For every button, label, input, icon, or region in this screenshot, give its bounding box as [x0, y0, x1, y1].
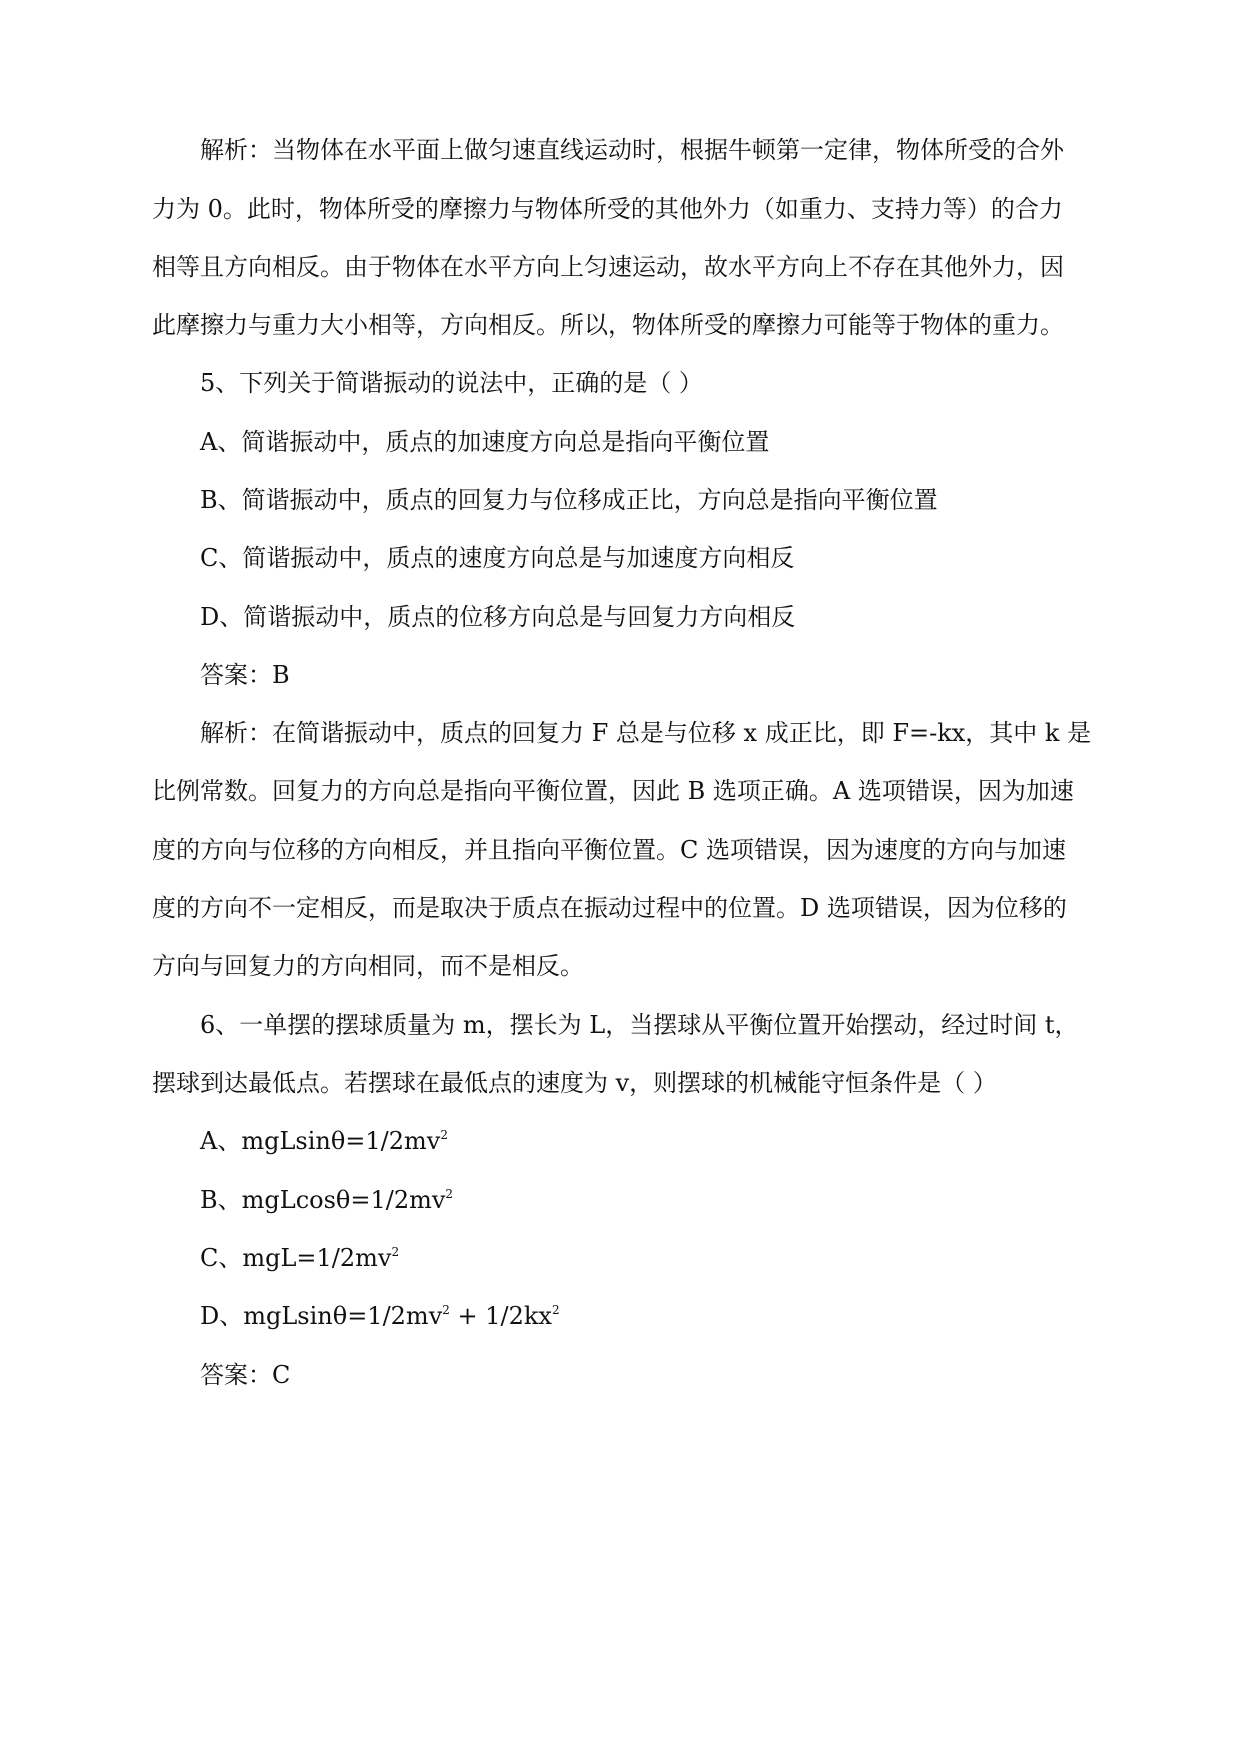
analysis-4-line-2: 力为 0。此时，物体所受的摩擦力与物体所受的其他外力（如重力、支持力等）的合力 [152, 195, 1063, 223]
option-c-exponent: 2 [391, 1245, 400, 1259]
question-5-option-c: C、简谐振动中，质点的速度方向总是与加速度方向相反 [200, 544, 795, 572]
option-c-text: C、mgL=1/2mv [200, 1244, 392, 1272]
option-a-exponent: 2 [440, 1128, 448, 1142]
option-b-text: B、mgLcosθ=1/2mv [200, 1186, 446, 1214]
option-a-text: A、mgLsinθ=1/2mv [200, 1127, 441, 1155]
analysis-5-line-3: 度的方向与位移的方向相反，并且指向平衡位置。C 选项错误，因为速度的方向与加速 [152, 836, 1066, 864]
question-5-option-a: A、简谐振动中，质点的加速度方向总是指向平衡位置 [200, 428, 770, 456]
question-5-option-b: B、简谐振动中，质点的回复力与位移成正比，方向总是指向平衡位置 [200, 486, 938, 514]
analysis-5-line-2: 比例常数。回复力的方向总是指向平衡位置，因此 B 选项正确。A 选项错误，因为加速 [152, 777, 1074, 805]
question-6-stem-line-2: 摆球到达最低点。若摆球在最低点的速度为 v，则摆球的机械能守恒条件是（ ） [152, 1069, 997, 1097]
analysis-5-line-5: 方向与回复力的方向相同，而不是相反。 [152, 952, 584, 980]
option-d-text: D、mgLsinθ=1/2mv [200, 1302, 443, 1330]
question-6-option-b [200, 1185, 453, 1215]
analysis-4-line-3: 相等且方向相反。由于物体在水平方向上匀速运动，故水平方向上不存在其他外力，因 [152, 253, 1064, 281]
option-b-exponent: 2 [445, 1187, 454, 1201]
question-5-option-d: D、简谐振动中，质点的位移方向总是与回复力方向相反 [200, 603, 796, 631]
analysis-4-line-4: 此摩擦力与重力大小相等，方向相反。所以，物体所受的摩擦力可能等于物体的重力。 [152, 311, 1064, 339]
question-6-option-d [200, 1301, 560, 1331]
question-6-stem-line-1: 6、一单摆的摆球质量为 m，摆长为 L，当摆球从平衡位置开始摆动，经过时间 t， [200, 1011, 1079, 1039]
question-5-answer: 答案：B [200, 661, 290, 689]
option-d-exponent-1: 2 [442, 1303, 450, 1317]
question-6-answer: 答案：C [200, 1361, 291, 1389]
analysis-5-line-4: 度的方向不一定相反，而是取决于质点在振动过程中的位置。D 选项错误，因为位移的 [152, 894, 1067, 922]
option-d-exponent-2: 2 [551, 1303, 560, 1317]
analysis-4-line-1: 解析：当物体在水平面上做匀速直线运动时，根据牛顿第一定律，物体所受的合外 [200, 136, 1064, 164]
question-6-option-a [200, 1126, 448, 1156]
question-5-stem: 5、下列关于简谐振动的说法中，正确的是（ ） [200, 369, 703, 397]
option-d-text-2: + 1/2kx [449, 1302, 552, 1330]
analysis-5-line-1: 解析：在简谐振动中，质点的回复力 F 总是与位移 x 成正比，即 F=-kx，其中 k 是 [200, 719, 1092, 747]
question-6-option-c [200, 1243, 399, 1273]
